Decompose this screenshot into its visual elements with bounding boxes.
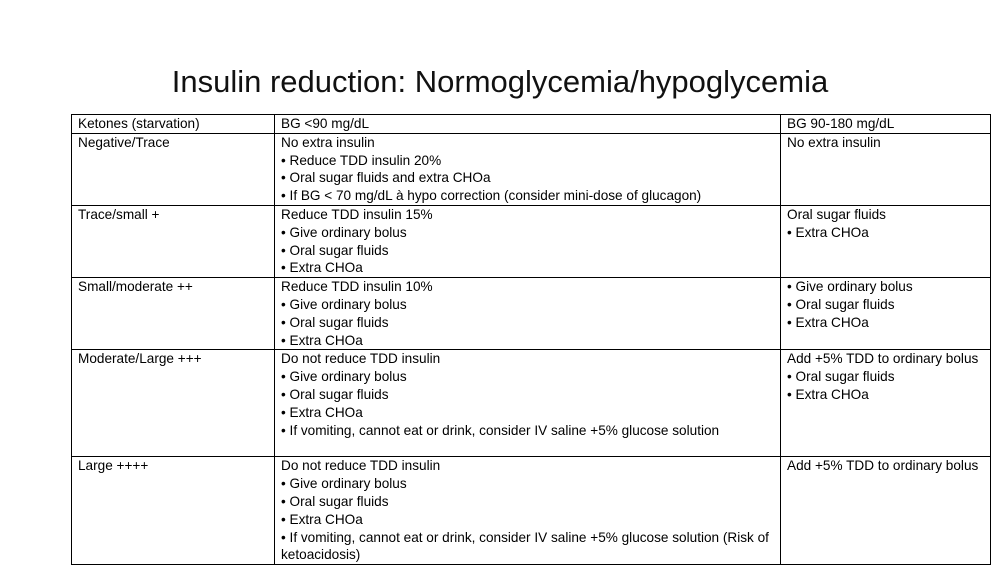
header-bg-below-90: BG <90 mg/dL <box>275 115 781 134</box>
bg-below-90-cell <box>275 278 781 350</box>
cell-line: • Extra CHOa <box>787 224 869 240</box>
ketone-level-cell: Small/moderate ++ <box>72 278 275 350</box>
cell-line: No extra insulin <box>787 134 881 150</box>
cell-line: • Give ordinary bolus <box>281 476 407 492</box>
table-row <box>72 278 991 350</box>
bg-90-180-cell <box>781 133 991 205</box>
cell-line: • Give ordinary bolus <box>281 369 407 385</box>
cell-line: • Give ordinary bolus <box>281 224 407 240</box>
cell-line: • Extra CHOa <box>281 260 363 276</box>
cell-line: • Give ordinary bolus <box>787 279 913 295</box>
bg-90-180-cell <box>781 457 991 565</box>
table-row <box>72 133 991 205</box>
ketone-level-cell: Negative/Trace <box>72 133 275 205</box>
cell-line: Add +5% TDD to ordinary bolus <box>787 351 979 367</box>
cell-line: • If vomiting, cannot eat or drink, consider IV saline +5% glucose solution <box>281 422 720 438</box>
cell-line: • If vomiting, cannot eat or drink, consider IV saline +5% glucose solution (Risk of ketoacidosis) <box>281 529 769 563</box>
header-bg-90-180: BG 90-180 mg/dL <box>781 115 991 134</box>
cell-line: • Extra CHOa <box>787 314 869 330</box>
cell-line: • Oral sugar fluids <box>281 242 389 258</box>
table-row <box>72 350 991 457</box>
bg-below-90-cell <box>275 205 781 277</box>
bg-below-90-cell <box>275 457 781 565</box>
cell-line: • Oral sugar fluids <box>787 369 895 385</box>
table-row <box>72 205 991 277</box>
ketone-level-cell: Large ++++ <box>72 457 275 565</box>
cell-line: • Reduce TDD insulin 20% <box>281 152 442 168</box>
cell-line: • Extra CHOa <box>281 404 363 420</box>
cell-line: • Extra CHOa <box>787 386 869 402</box>
cell-line: No extra insulin <box>281 134 375 150</box>
cell-line: Do not reduce TDD insulin <box>281 351 441 367</box>
slide-title: Insulin reduction: Normoglycemia/hypoglycemia <box>171 64 829 99</box>
bg-90-180-cell <box>781 205 991 277</box>
cell-line: Oral sugar fluids <box>787 206 886 222</box>
header-ketones: Ketones (starvation) <box>72 115 275 134</box>
table-row <box>72 457 991 565</box>
cell-line: • Extra CHOa <box>281 511 363 527</box>
cell-line: • Give ordinary bolus <box>281 296 407 312</box>
bg-below-90-cell <box>275 350 781 457</box>
cell-line: Add +5% TDD to ordinary bolus <box>787 458 979 474</box>
insulin-reduction-table <box>71 114 991 565</box>
cell-line: Reduce TDD insulin 15% <box>281 206 433 222</box>
cell-line: • Oral sugar fluids <box>281 493 389 509</box>
bg-below-90-cell <box>275 133 781 205</box>
cell-line: Reduce TDD insulin 10% <box>281 279 433 295</box>
cell-line: • Oral sugar fluids <box>787 296 895 312</box>
bg-90-180-cell <box>781 278 991 350</box>
header-row <box>72 115 991 134</box>
cell-line: Do not reduce TDD insulin <box>281 458 441 474</box>
ketone-level-cell: Moderate/Large +++ <box>72 350 275 457</box>
cell-line: • Oral sugar fluids <box>281 314 389 330</box>
cell-line: • Extra CHOa <box>281 332 363 348</box>
cell-line: • If BG < 70 mg/dL à hypo correction (consider mini-dose of glucagon) <box>281 188 702 204</box>
cell-line: • Oral sugar fluids and extra CHOa <box>281 170 491 186</box>
ketone-level-cell: Trace/small + <box>72 205 275 277</box>
bg-90-180-cell <box>781 350 991 457</box>
cell-line: • Oral sugar fluids <box>281 386 389 402</box>
